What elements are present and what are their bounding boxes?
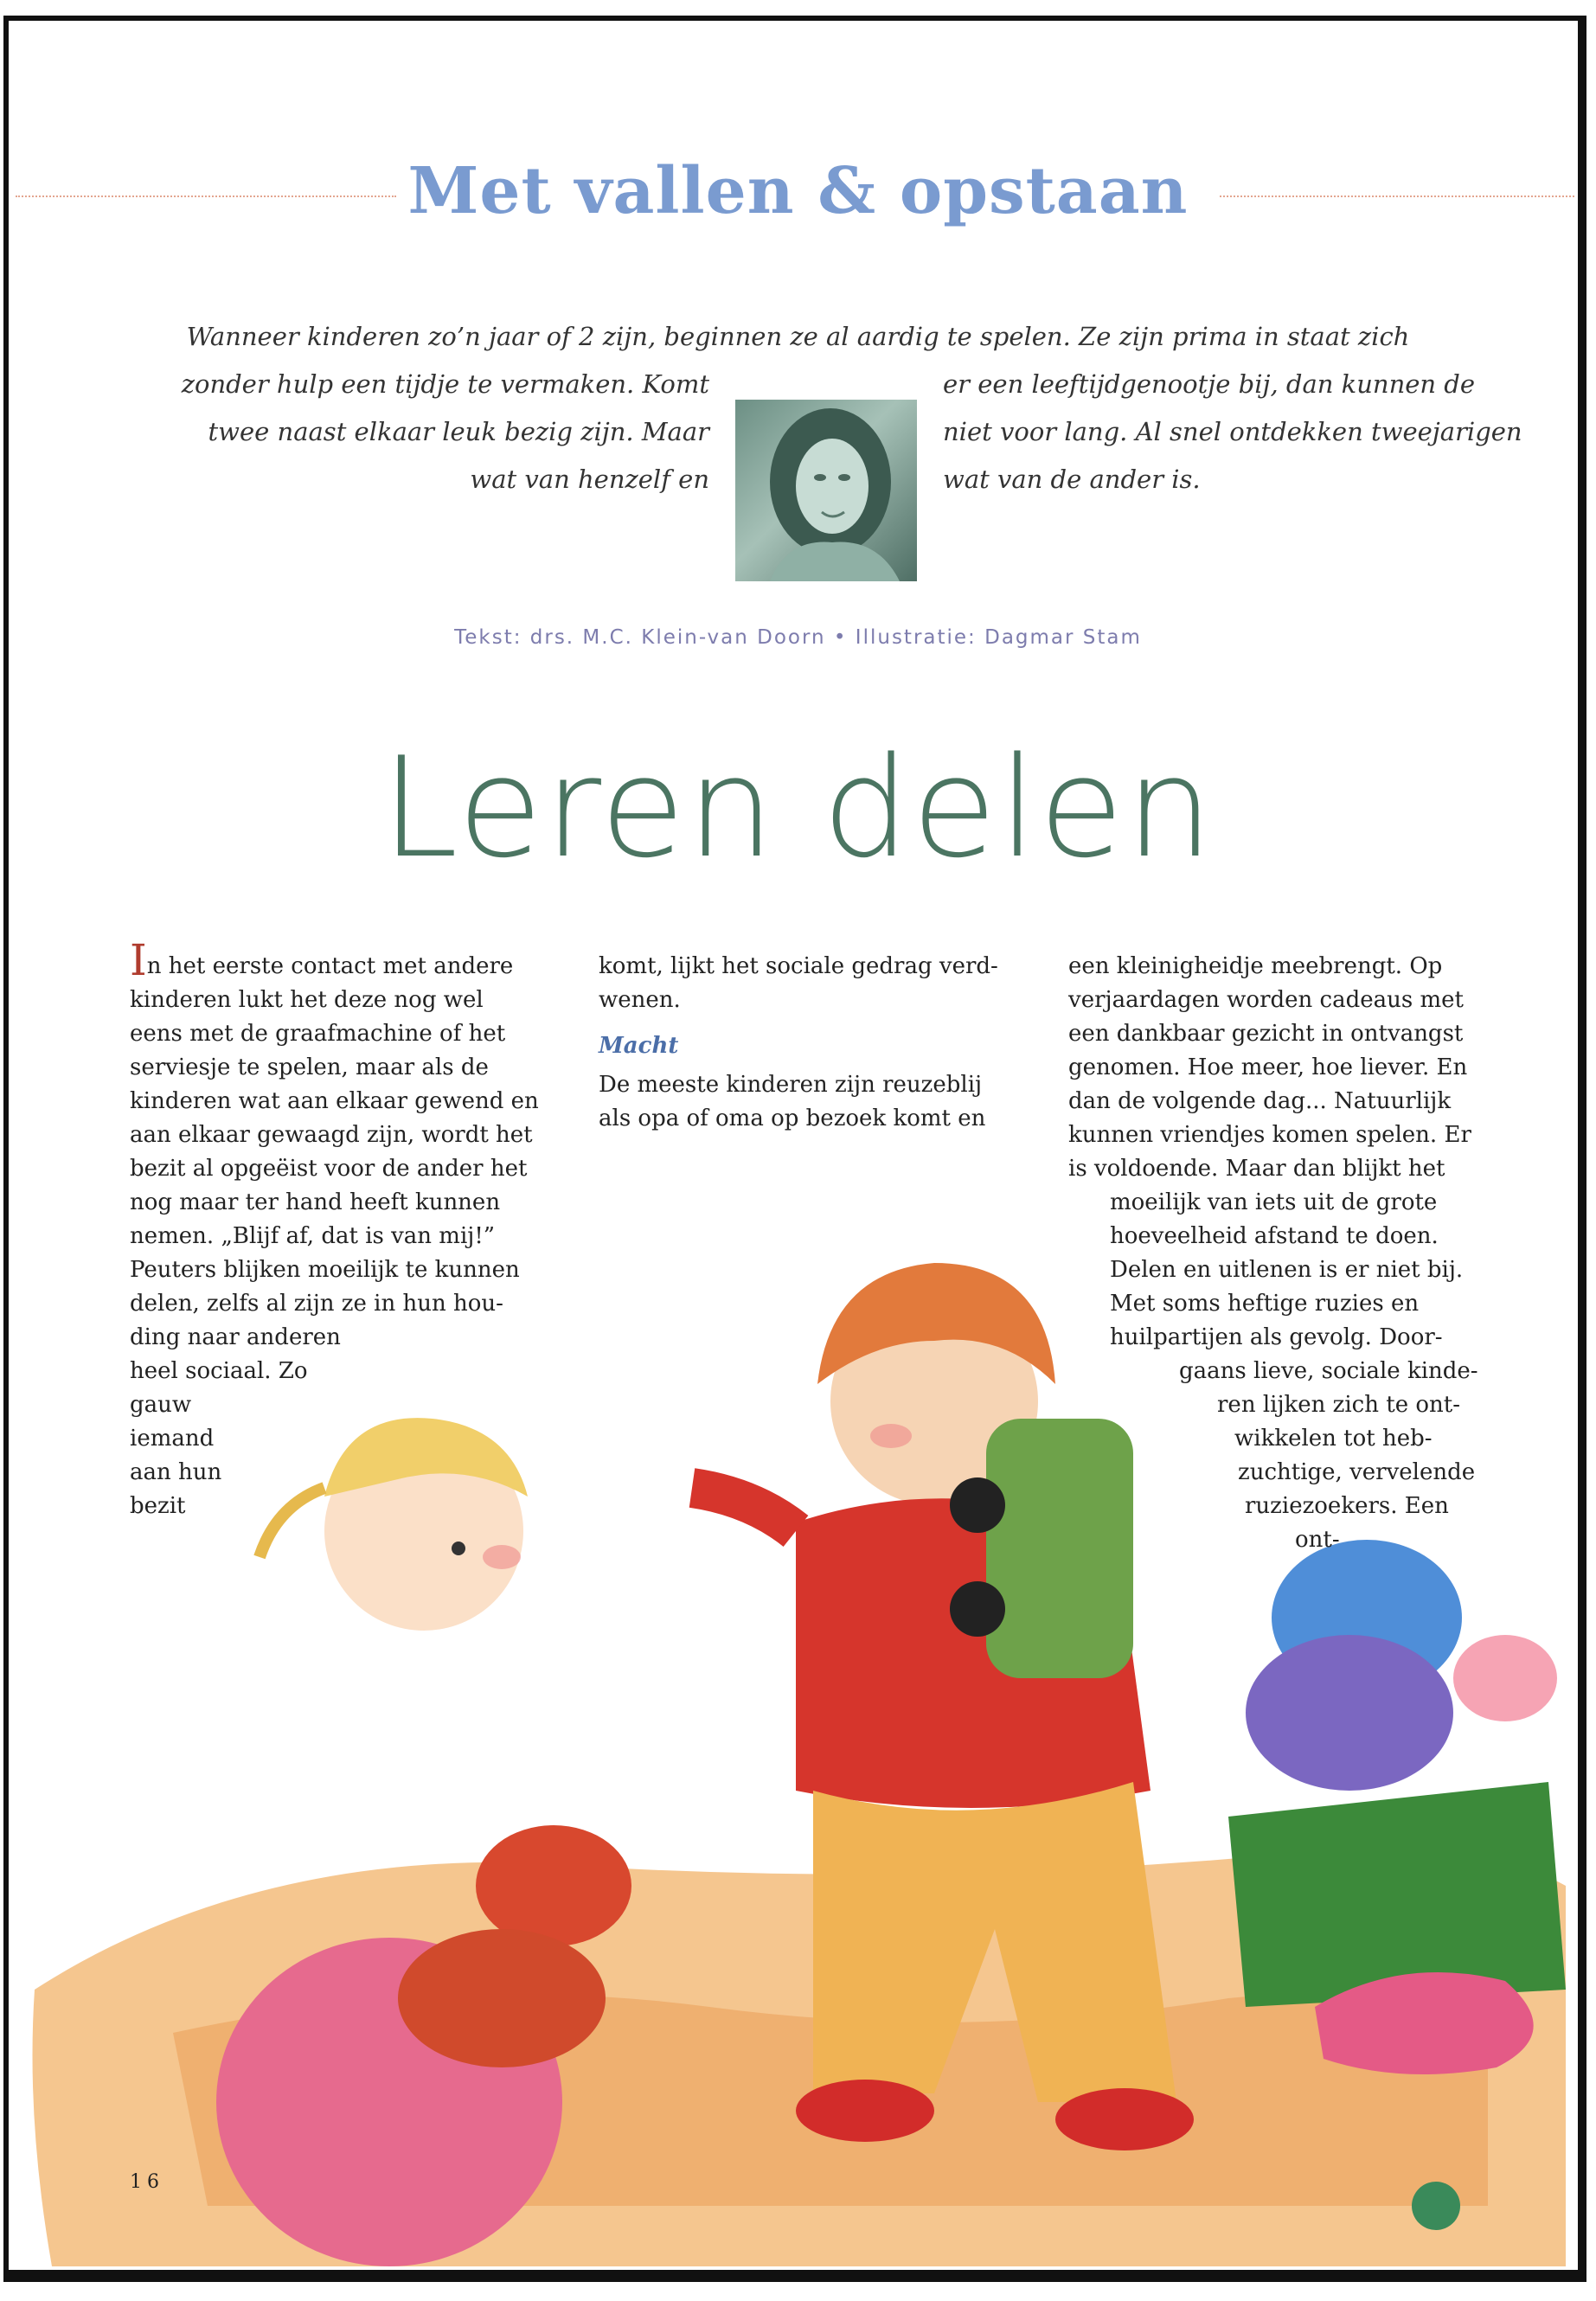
drop-cap: I [130,935,147,985]
body-line: delen, zelfs al zijn ze in hun hou- [130,1291,503,1317]
body-line: nog maar ter hand heeft kunnen [130,1189,501,1215]
intro-left-line: wat van henzelf en [470,465,709,494]
body-column-3 [1068,950,1518,1557]
body-column-2 [599,950,1031,1136]
article-title: Leren delen [381,727,1215,888]
body-line: Met soms heftige ruzies en [1110,1291,1420,1317]
body-line: ding naar anderen [130,1324,341,1350]
body-line: hoeveelheid afstand te doen. [1110,1223,1439,1249]
intro-right-line: niet voor lang. Al snel ontdekken tweejarigen [943,417,1522,446]
body-line: Peuters blijken moeilijk te kunnen [130,1257,520,1283]
body-line: kinderen lukt het deze nog wel [130,987,484,1013]
body-line: een dankbaar gezicht in ontvangst [1068,1021,1464,1047]
body-line: Delen en uitlenen is er niet bij. [1110,1257,1464,1283]
intro-right-line: er een leeftijdgenootje bij, dan kunnen de [943,369,1476,399]
intro-left [121,361,709,503]
portrait-photo-icon [735,400,917,581]
body-line: dan de volgende dag... Natuurlijk [1068,1088,1452,1114]
intro-line-top: Wanneer kinderen zo’n jaar of 2 zijn, beginnen ze al aardig te spelen. Ze zijn prima in staat zich [186,322,1410,351]
body-line: serviesje te spelen, maar als de [130,1054,489,1080]
series-title: Met vallen & opstaan [407,154,1189,228]
body-column-1 [130,935,571,1523]
body-line: iemand [130,1426,215,1452]
body-line: ruziezoekers. Een [1245,1493,1449,1519]
body-line: gaans lieve, sociale kinde- [1179,1358,1478,1384]
body-line: genomen. Hoe meer, hoe liever. En [1068,1054,1468,1080]
body-line: bezit al opgeëist voor de ander het [130,1156,528,1182]
intro-left-line: zonder hulp een tijdje te vermaken. Komt [181,369,709,399]
body-line: heel sociaal. Zo [130,1358,308,1384]
body-line: een kleinigheidje meebrengt. Op [1068,953,1443,979]
intro-right-line: wat van de ander is. [943,465,1201,494]
body-line: moeilijk van iets uit de grote [1110,1189,1438,1215]
body-line-text: n het eerste contact met andere [146,953,514,979]
body-line: zuchtige, vervelende [1238,1459,1476,1485]
body-line: wenen. [599,987,681,1013]
body-line: wikkelen tot heb- [1234,1426,1433,1452]
intro-left-line: twee naast elkaar leuk bezig zijn. Maar [208,417,709,446]
body-line: verjaardagen worden cadeaus met [1068,987,1464,1013]
body-line: De meeste kinderen zijn reuzeblij [599,1072,983,1098]
body-line: nemen. „Blijf af, dat is van mij!” [130,1223,496,1249]
body-line: gauw [130,1392,192,1418]
body-line: kunnen vriendjes komen spelen. Er [1068,1122,1471,1148]
page-number: 16 [130,2171,164,2193]
body-line: aan hun [130,1459,222,1485]
body-line: huilpartijen als gevolg. Door- [1110,1324,1443,1350]
body-line: ren lijken zich te ont- [1217,1392,1460,1418]
body-line: is voldoende. Maar dan blijkt het [1068,1156,1445,1182]
section-subhead: Macht [599,1033,679,1059]
body-line: kinderen wat aan elkaar gewend en [130,1088,539,1114]
body-line: ont- [1295,1527,1340,1553]
credit-line: Tekst: drs. M.C. Klein-van Doorn • Illustratie: Dagmar Stam [454,626,1142,649]
body-line [130,935,571,985]
body-line: aan elkaar gewaagd zijn, wordt het [130,1122,533,1148]
author-portrait [735,400,917,581]
body-line: eens met de graafmachine of het [130,1021,506,1047]
body-line: bezit [130,1493,186,1519]
body-line: als opa of oma op bezoek komt en [599,1106,986,1131]
intro-right [943,361,1548,503]
body-line: komt, lijkt het sociale gedrag verd- [599,953,998,979]
